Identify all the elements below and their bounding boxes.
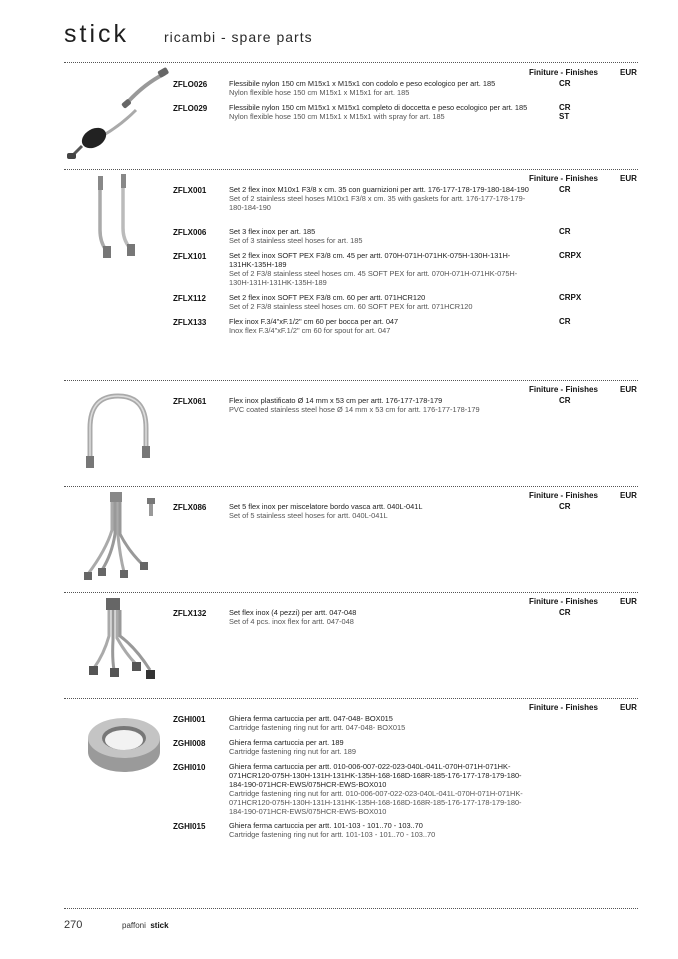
section-divider <box>64 698 638 699</box>
item-description: Set 2 flex inox SOFT PEX F3/8 cm. 60 per artt. 071HCR120 Set of 2 F3/8 stainless steel hoses cm. 60 SOFT PEX for artt. 071HCR120 <box>229 293 473 311</box>
col-eur: EUR <box>620 68 637 77</box>
item-description: Set 5 flex inox per miscelatore bordo vasca artt. 040L-041L Set of 5 stainless steel hoses for artt. 040L-041L <box>229 502 423 520</box>
item-finishes: CR <box>559 79 571 88</box>
item-finishes: CRPX <box>559 293 582 302</box>
item-code: ZFLX086 <box>173 503 207 512</box>
col-finishes: Finiture - Finishes <box>529 68 598 77</box>
item-code: ZFLX112 <box>173 294 206 303</box>
col-eur: EUR <box>620 385 637 394</box>
col-eur: EUR <box>620 597 637 606</box>
item-code: ZFLX133 <box>173 318 207 327</box>
item-code: ZGHI015 <box>173 822 206 831</box>
item-description: Ghiera ferma cartuccia per art. 189 Cartridge fastening ring nut for art. 189 <box>229 738 356 756</box>
item-description: Set 3 flex inox per art. 185 Set of 3 stainless steel hoses for art. 185 <box>229 227 363 245</box>
item-finishes: CR <box>559 317 571 326</box>
item-code: ZFLO026 <box>173 80 208 89</box>
section-divider <box>64 62 638 63</box>
coated-hose-image <box>80 388 160 470</box>
item-code: ZFLX061 <box>173 397 207 406</box>
item-code: ZFLX101 <box>173 252 207 261</box>
item-description: Set 2 flex inox M10x1 F3/8 x cm. 35 con guarnizioni per artt. 176-177-178-179-180-184-190 Set of 2 stainless steel hoses M10x1 F3/8 x cm. 35 with gaskets for artt. 176-177-178-179-180-184-190 <box>229 185 529 212</box>
item-description: Set 2 flex inox SOFT PEX F3/8 cm. 45 per artt. 070H-071H-071HK-075H-130H-131H-131HK-135H-189 Set of 2 F3/8 stainless steel hoses cm. 45 SOFT PEX for artt. 070H-071H-071HK-075H-130H-131H-131HK-135H-189 <box>229 251 518 287</box>
item-finishes: CR <box>559 396 571 405</box>
item-description: Flex inox plastificato Ø 14 mm x 53 cm per artt. 176-177-178-179 PVC coated stainless steel hose Ø 14 mm x 53 cm for artt. 176-177-178-179 <box>229 396 480 414</box>
nylon-hose-image <box>64 66 174 162</box>
col-eur: EUR <box>620 174 637 183</box>
item-finishes: CR <box>559 502 571 511</box>
col-finishes: Finiture - Finishes <box>529 703 598 712</box>
item-code: ZFLO029 <box>173 104 208 113</box>
four-flex-set-image <box>84 596 164 688</box>
item-description: Flessibile nylon 150 cm M15x1 x M15x1 completo di doccetta e peso ecologico per art. 185 Nylon flexible hose 150 cm M15x1 x M15x1 with spray for art. 185 <box>229 103 528 121</box>
page-subtitle: ricambi - spare parts <box>164 29 313 45</box>
col-eur: EUR <box>620 491 637 500</box>
brand-title: stick <box>64 20 129 48</box>
item-finishes: CR <box>559 608 571 617</box>
col-finishes: Finiture - Finishes <box>529 491 598 500</box>
page-number: 270 <box>64 919 83 931</box>
item-description: Ghiera ferma cartuccia per artt. 010-006-007-022-023-040L-041L-070H-071H-071HK-071HCR120-075H-130H-131H-131HK-135H-168-168D-168R-185-176-177-178-179-180-184-190-071HCR-EWS/075HCR-EWS-BOX010 Cartridge fastening ring nut for artt. 010-006-007-022-023-040L-041L-070H-071H-071HK-071HCR120-075H-130H-131H-131HK-135H-168-168D-168R-185-176-177-178-179-180-184-190-071HCR-EWS/075HCR-EWS-BOX010 <box>229 762 523 816</box>
col-finishes: Finiture - Finishes <box>529 174 598 183</box>
item-code: ZGHI010 <box>173 763 206 772</box>
section-divider <box>64 169 638 170</box>
section-divider <box>64 380 638 381</box>
item-finishes: CRPX <box>559 251 582 260</box>
section-divider <box>64 486 638 487</box>
flex-hoses-image <box>90 170 140 262</box>
col-eur: EUR <box>620 703 637 712</box>
item-description: Ghiera ferma cartuccia per artt. 047-048- BOX015 Cartridge fastening ring nut for artt. 047-048- BOX015 <box>229 714 406 732</box>
footer-divider <box>64 908 638 909</box>
item-description: Flex inox F.3/4"xF.1/2" cm 60 per bocca per art. 047 Inox flex F.3/4"xF.1/2" cm 60 for spout for art. 047 <box>229 317 399 335</box>
col-finishes: Finiture - Finishes <box>529 385 598 394</box>
item-code: ZGHI008 <box>173 739 206 748</box>
item-description: Flessibile nylon 150 cm M15x1 x M15x1 con codolo e peso ecologico per art. 185 Nylon flexible hose 150 cm M15x1 x M15x1 for art. 185 <box>229 79 496 97</box>
item-code: ZFLX001 <box>173 186 207 195</box>
ring-nut-image <box>84 712 164 782</box>
section-divider <box>64 592 638 593</box>
five-flex-set-image <box>80 490 170 584</box>
item-description: Ghiera ferma cartuccia per artt. 101-103 - 101..70 - 103..70 Cartridge fastening ring nut for artt. 101-103 - 101..70 - 103..70 <box>229 821 436 839</box>
col-finishes: Finiture - Finishes <box>529 597 598 606</box>
footer-brand: paffoni stick <box>122 921 169 930</box>
item-finishes: CR ST <box>559 103 571 121</box>
item-finishes: CR <box>559 185 571 194</box>
item-code: ZFLX006 <box>173 228 207 237</box>
item-code: ZGHI001 <box>173 715 206 724</box>
item-code: ZFLX132 <box>173 609 207 618</box>
item-finishes: CR <box>559 227 571 236</box>
item-description: Set flex inox (4 pezzi) per artt. 047-048 Set of 4 pcs. inox flex for artt. 047-048 <box>229 608 357 626</box>
